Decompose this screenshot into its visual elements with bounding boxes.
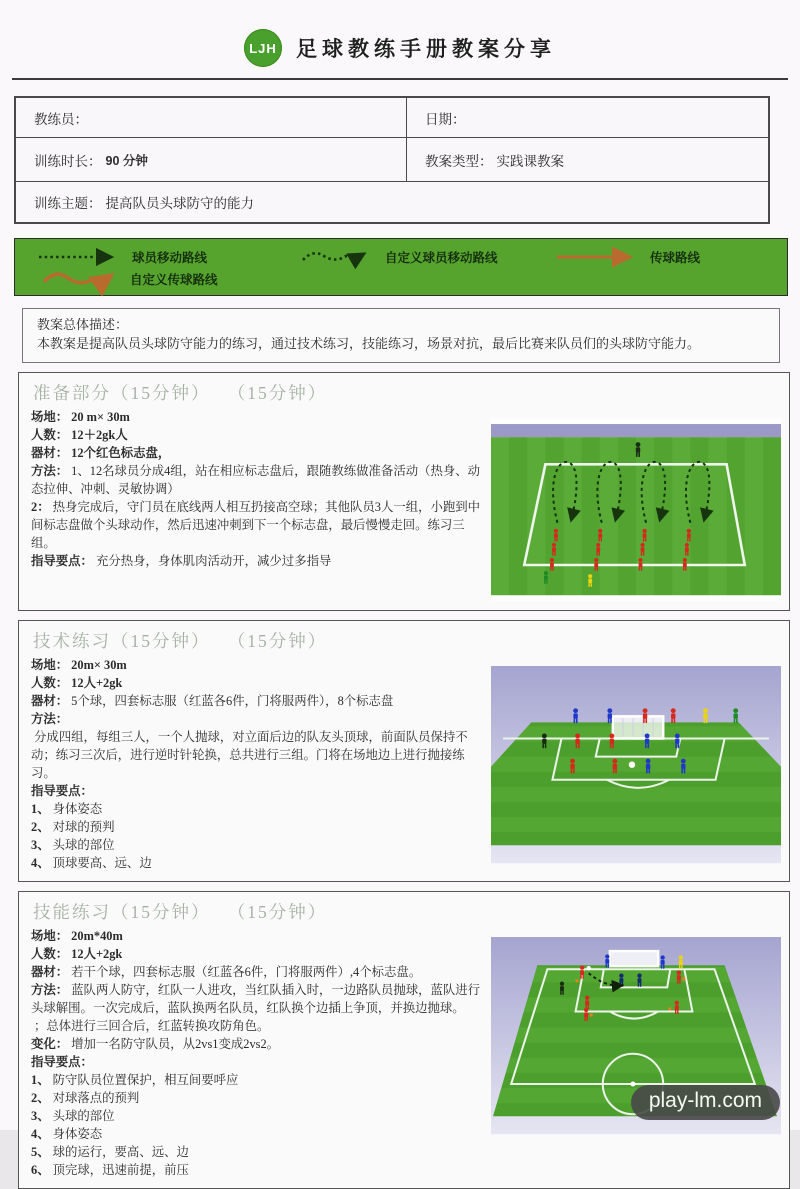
method-text-line: 分成四组，每组三人，一个人抛球，对立面后边的队友头顶球，前面队员保持不动；练习三次后，进行逆时针轮换，总共进行三组。门将在场地边上进行抛接练习。 bbox=[31, 730, 468, 781]
point-2: 2、 对球的预判 bbox=[31, 820, 115, 835]
coaching-points-label: 指导要点： bbox=[31, 1055, 93, 1070]
section-skill-title: 技能练习（15分钟） （15分钟） bbox=[33, 902, 328, 923]
field-line: 场地： 20m*40m bbox=[31, 929, 123, 944]
point-5: 5、 球的运行，要高、远、边 bbox=[31, 1145, 189, 1160]
section-prep-text bbox=[31, 408, 491, 570]
legend-label: 自定义球员移动路线 bbox=[385, 251, 498, 265]
overview-label: 教案总体描述： bbox=[37, 317, 129, 332]
theme-value: 提高队员头球防守的能力 bbox=[105, 196, 254, 211]
type-value: 实践课教案 bbox=[496, 153, 565, 169]
coaching-points-line: 指导要点： 充分热身，身体肌肉活动开，减少过多指导 bbox=[31, 554, 332, 568]
method-label-line: 方法： bbox=[31, 712, 69, 727]
variation-line: 变化： 增加一名防守队员，从2vs1变成2vs2。 bbox=[31, 1037, 280, 1052]
field-diagram-technique bbox=[491, 656, 781, 863]
date-label: 日期： bbox=[425, 111, 466, 127]
overview-box bbox=[22, 308, 780, 363]
ljh-logo-icon bbox=[244, 29, 282, 67]
section-skill bbox=[18, 891, 790, 1189]
header-divider bbox=[12, 78, 788, 80]
equipment-line: 器材： 12个红色标志盘， bbox=[31, 446, 171, 460]
legend-label: 传球路线 bbox=[650, 251, 701, 265]
method-line: 方法： 蓝队两人防守，红队一人进攻，当红队插入时，一边路队员抛球，蓝队进行头球解围。一次完成后，蓝队换两名队员，红队换个边插上争顶，并换边抛球。 bbox=[31, 983, 481, 1016]
field-line: 场地： 20 m× 30m bbox=[31, 410, 130, 424]
page-header bbox=[0, 0, 800, 70]
overview-text: 本教案是提高队员头球防守能力的练习，通过技术练习，技能练习，场景对抗，最后比赛来队员们的头球防守能力。 bbox=[37, 336, 701, 351]
players-line: 人数： 12人+2gk bbox=[31, 947, 123, 962]
equipment-line: 器材： 若干个球，四套标志服（红蓝各6件，门将服两件）,4个标志盘。 bbox=[31, 965, 422, 980]
section-technique-text bbox=[31, 656, 491, 872]
coach-field bbox=[16, 98, 407, 138]
logo-text: LJH bbox=[249, 40, 277, 56]
method-line-2: ；总体进行三回合后，红蓝转换攻防角色。 bbox=[34, 1019, 270, 1034]
dotted-arrow-icon bbox=[37, 250, 123, 264]
solid-arrow-icon bbox=[555, 251, 641, 263]
players-line: 人数： 12＋2gk人 bbox=[31, 428, 128, 442]
section-technique bbox=[18, 620, 790, 882]
field-diagram-prep bbox=[491, 408, 781, 601]
legend-custom-player-movement bbox=[300, 246, 498, 268]
players-line: 人数： 12人+2gk bbox=[31, 676, 123, 691]
route-legend bbox=[14, 238, 788, 296]
duration-label: 训练时长： bbox=[34, 153, 102, 169]
equipment-line: 器材： 5个球，四套标志服（红蓝各6件，门将服两件），8个标志盘 bbox=[31, 694, 394, 709]
point-1: 1、 防守队员位置保护，相互间要呼应 bbox=[31, 1073, 239, 1088]
wavy-dotted-arrow-icon bbox=[300, 247, 376, 267]
point-6: 6、 顶完球，迅速前提，前压 bbox=[31, 1163, 189, 1178]
section-technique-title: 技术练习（15分钟） （15分钟） bbox=[33, 631, 328, 652]
info-table bbox=[14, 96, 770, 224]
point-2: 2、 对球落点的预判 bbox=[31, 1091, 140, 1106]
section-prep-title: 准备部分（15分钟） （15分钟） bbox=[33, 383, 328, 403]
watermark-badge[interactable]: play-lm.com bbox=[631, 1085, 780, 1120]
legend-passing bbox=[555, 246, 700, 268]
wavy-orange-line-icon bbox=[41, 268, 121, 290]
coaching-points-label: 指导要点： bbox=[31, 784, 93, 799]
section-prep bbox=[18, 372, 790, 611]
legend-label: 球员移动路线 bbox=[132, 251, 208, 265]
method-line: 方法： 1、12名球员分成4组，站在相应标志盘后，跟随教练做准备活动（热身、动态拉伸、冲刺、灵敏协调） bbox=[31, 464, 481, 496]
type-label: 教案类型： bbox=[425, 153, 493, 169]
point-3: 3、 头球的部位 bbox=[31, 1109, 115, 1124]
legend-player-movement bbox=[37, 246, 207, 268]
point-3: 3、 头球的部位 bbox=[31, 838, 115, 853]
coach-label: 教练员： bbox=[34, 111, 88, 127]
section-skill-text bbox=[31, 927, 491, 1179]
theme-field bbox=[16, 182, 768, 222]
field-line: 场地： 20m× 30m bbox=[31, 658, 127, 673]
legend-custom-passing bbox=[41, 268, 218, 290]
point-4: 4、 身体姿态 bbox=[31, 1127, 103, 1142]
point-1: 1、 身体姿态 bbox=[31, 802, 103, 817]
page-title: 足球教练手册教案分享 bbox=[296, 37, 556, 61]
point-4: 4、 顶球要高、远、边 bbox=[31, 856, 152, 871]
duration-value: 90 分钟 bbox=[105, 153, 148, 168]
date-field bbox=[407, 98, 768, 138]
method-line-2: 2： 热身完成后，守门员在底线两人相互扔接高空球；其他队员3人一组，小跑到中间标志盘做个头球动作，然后迅速冲刺到下一个标志盘，最后慢慢走回。练习三组。 bbox=[31, 500, 481, 550]
theme-label: 训练主题： bbox=[34, 196, 102, 211]
type-field bbox=[407, 138, 768, 182]
duration-field bbox=[16, 138, 407, 182]
legend-label: 自定义传球路线 bbox=[130, 273, 218, 287]
